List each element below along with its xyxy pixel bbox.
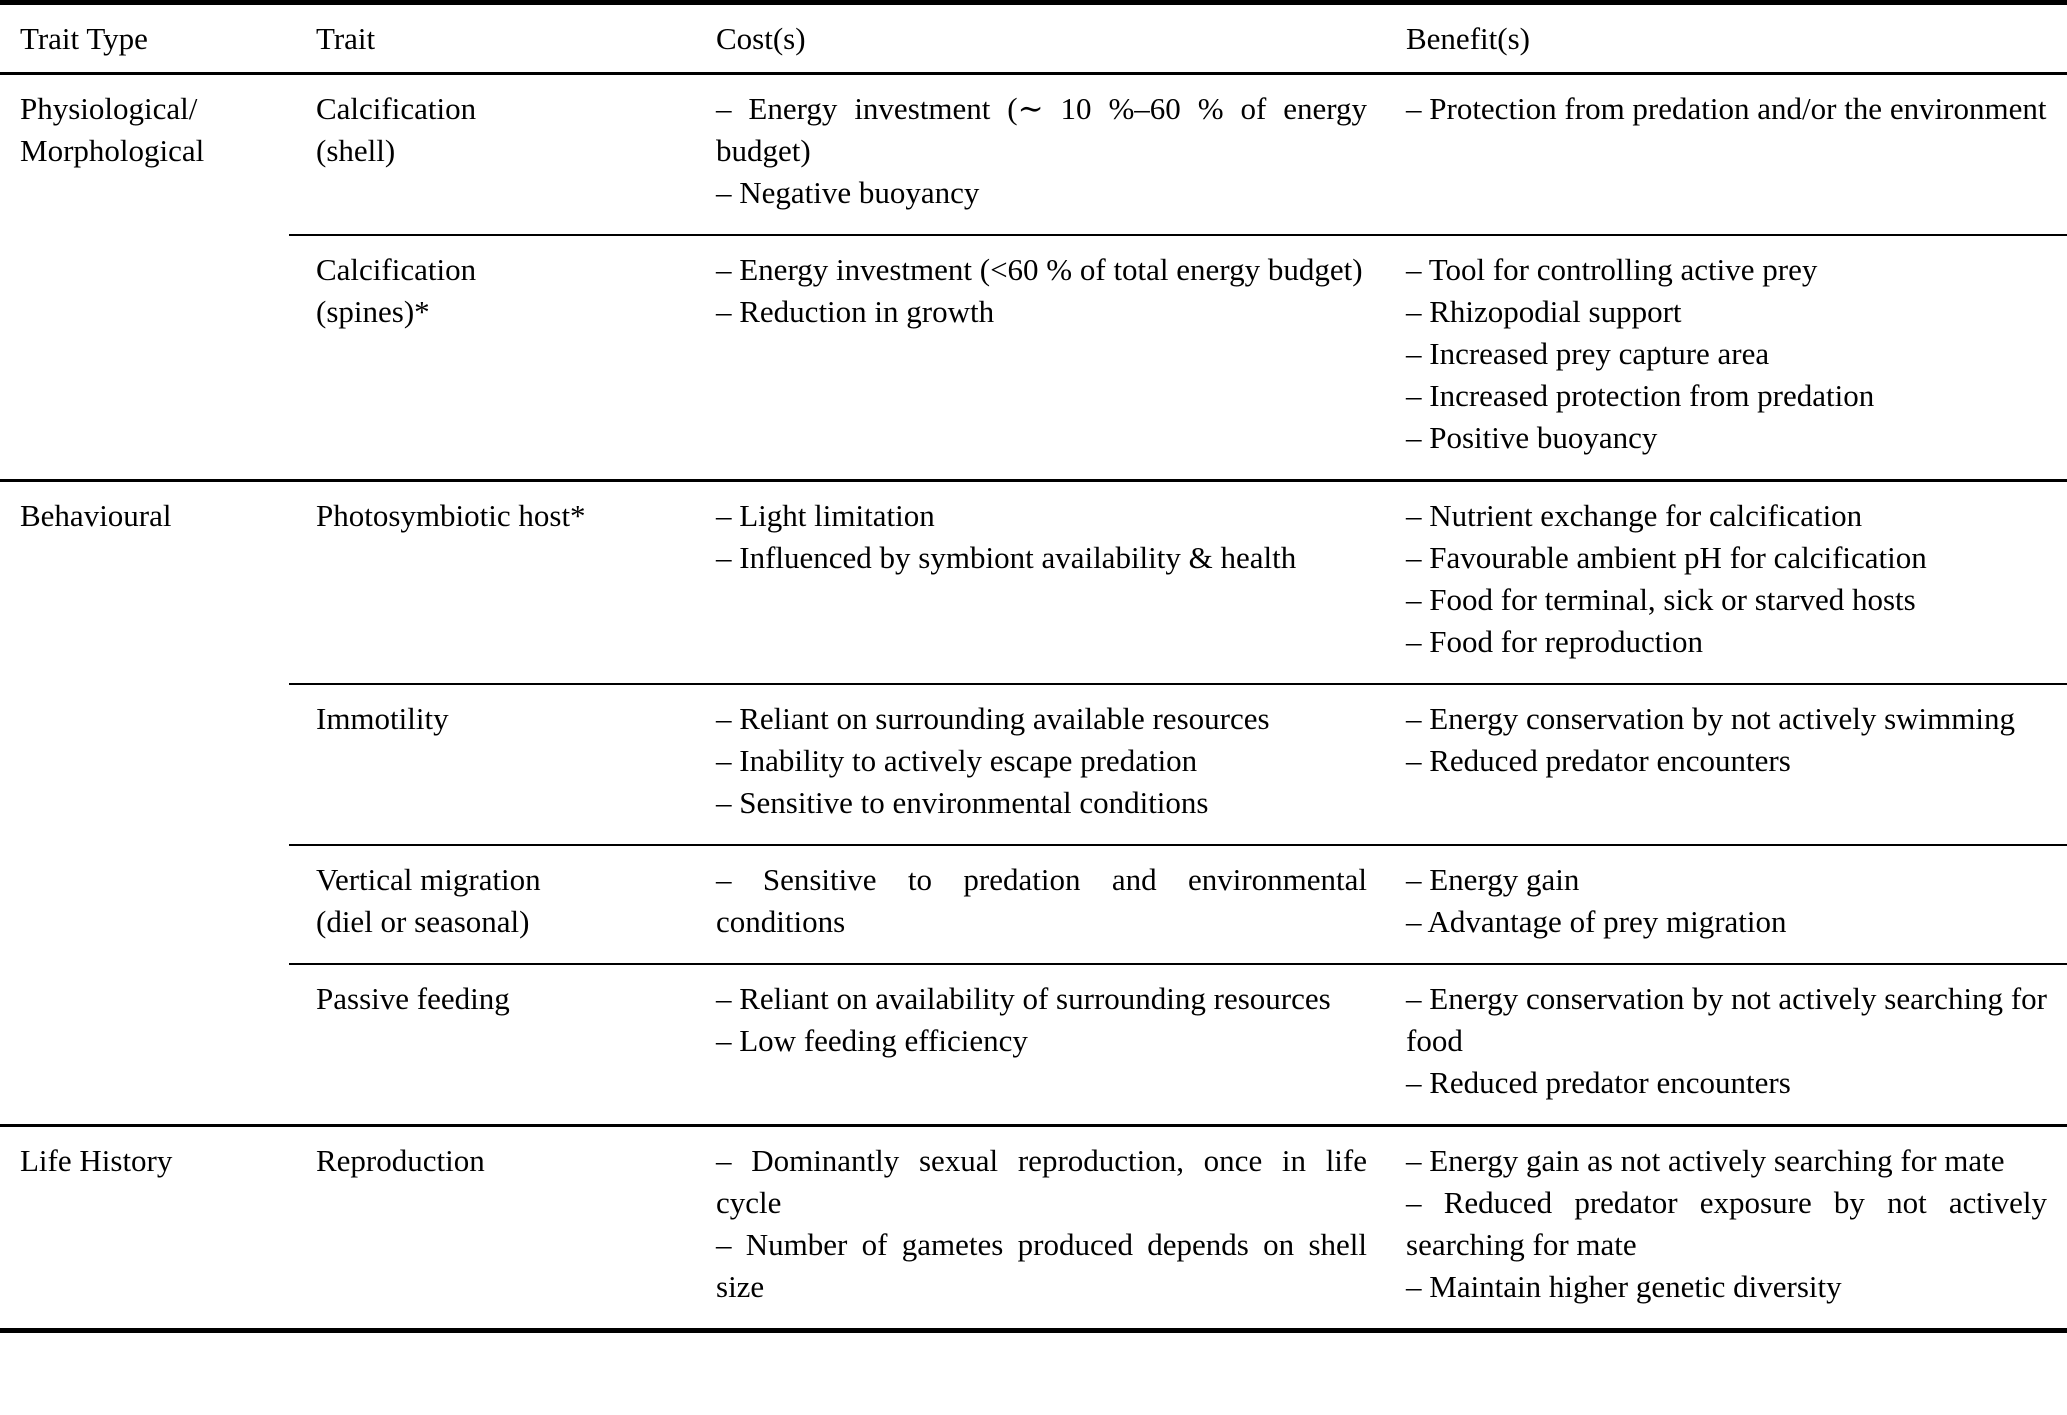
- trait-type-cell: [0, 1126, 289, 1331]
- table-row: [0, 235, 2067, 481]
- trait-line: Calcification: [316, 252, 477, 287]
- trait-type-line: Morphological: [20, 133, 205, 168]
- column-header-trait-type: Trait Type: [0, 3, 289, 74]
- trait-type-cell: [0, 481, 289, 1126]
- cost-item: – Low feeding efficiency: [716, 1023, 1028, 1058]
- cost-item: – Reduction in growth: [716, 294, 995, 329]
- cost-item: – Influenced by symbiont availability & health: [716, 540, 1297, 575]
- trait-line: Reproduction: [316, 1143, 485, 1178]
- cost-item: – Sensitive to environmental conditions: [716, 785, 1209, 820]
- trait-line: (shell): [316, 133, 396, 168]
- table-row: [0, 964, 2067, 1126]
- benefit-item: – Reduced predator exposure by not actively searching for mate: [1406, 1185, 2047, 1262]
- costs-cell: [689, 845, 1379, 964]
- benefits-cell: [1379, 235, 2067, 481]
- benefit-item: – Nutrient exchange for calcification: [1406, 498, 1863, 533]
- trait-cell: [289, 845, 689, 964]
- benefit-item: – Favourable ambient pH for calcification: [1406, 540, 1927, 575]
- trait-line: Passive feeding: [316, 981, 510, 1016]
- costs-cell: [689, 964, 1379, 1126]
- table-row: [0, 74, 2067, 236]
- cost-item: – Reliant on availability of surrounding resources: [716, 981, 1331, 1016]
- trait-cell: [289, 74, 689, 236]
- cost-item: – Number of gametes produced depends on shell size: [716, 1227, 1367, 1304]
- cost-item: – Inability to actively escape predation: [716, 743, 1198, 778]
- cost-item: – Negative buoyancy: [716, 175, 980, 210]
- table-row: [0, 845, 2067, 964]
- benefit-item: – Energy gain: [1406, 862, 1580, 897]
- header-row: [0, 3, 2067, 74]
- trait-cell: [289, 1126, 689, 1331]
- trait-line: Calcification: [316, 91, 477, 126]
- cost-item: – Energy investment (∼ 10 %–60 % of energy budget): [716, 91, 1367, 168]
- benefit-item: – Energy conservation by not actively searching for food: [1406, 981, 2047, 1058]
- benefits-cell: [1379, 481, 2067, 685]
- trait-type-line: Physiological/: [20, 91, 198, 126]
- benefit-item: – Maintain higher genetic diversity: [1406, 1269, 1842, 1304]
- trait-type-cell: [0, 74, 289, 481]
- trait-cell: [289, 235, 689, 481]
- table-row: [0, 481, 2067, 685]
- benefits-cell: [1379, 684, 2067, 845]
- trait-line: Vertical migration: [316, 862, 541, 897]
- benefit-item: – Reduced predator encounters: [1406, 743, 1791, 778]
- benefits-cell: [1379, 74, 2067, 236]
- trait-line: (diel or seasonal): [316, 904, 530, 939]
- cost-item: – Energy investment (<60 % of total energy budget): [716, 252, 1363, 287]
- column-header-benefits: Benefit(s): [1379, 3, 2067, 74]
- table-row: [0, 684, 2067, 845]
- benefit-item: – Positive buoyancy: [1406, 420, 1658, 455]
- trait-line: (spines)*: [316, 294, 430, 329]
- benefits-cell: [1379, 1126, 2067, 1331]
- trait-line: Photosymbiotic host*: [316, 498, 586, 533]
- costs-cell: [689, 684, 1379, 845]
- benefits-cell: [1379, 845, 2067, 964]
- benefit-item: – Energy conservation by not actively swimming: [1406, 701, 2015, 736]
- benefit-item: – Protection from predation and/or the environment: [1406, 91, 2047, 126]
- benefits-cell: [1379, 964, 2067, 1126]
- costs-cell: [689, 481, 1379, 685]
- cost-item: – Light limitation: [716, 498, 935, 533]
- benefit-item: – Advantage of prey migration: [1406, 904, 1787, 939]
- trait-cell: [289, 684, 689, 845]
- benefit-item: – Reduced predator encounters: [1406, 1065, 1791, 1100]
- costs-cell: [689, 74, 1379, 236]
- benefit-item: – Energy gain as not actively searching for mate: [1406, 1143, 2005, 1178]
- benefit-item: – Food for reproduction: [1406, 624, 1704, 659]
- trait-type-line: Behavioural: [20, 498, 172, 533]
- costs-cell: [689, 235, 1379, 481]
- cost-item: – Dominantly sexual reproduction, once in life cycle: [716, 1143, 1367, 1220]
- cost-item: – Sensitive to predation and environmental conditions: [716, 862, 1367, 939]
- benefit-item: – Food for terminal, sick or starved hosts: [1406, 582, 1916, 617]
- benefit-item: – Rhizopodial support: [1406, 294, 1682, 329]
- benefit-item: – Tool for controlling active prey: [1406, 252, 1818, 287]
- column-header-trait: Trait: [289, 3, 689, 74]
- trait-line: Immotility: [316, 701, 449, 736]
- trait-cell: [289, 481, 689, 685]
- benefit-item: – Increased prey capture area: [1406, 336, 1770, 371]
- cost-item: – Reliant on surrounding available resources: [716, 701, 1270, 736]
- trait-cell: [289, 964, 689, 1126]
- trait-type-line: Life History: [20, 1143, 173, 1178]
- costs-cell: [689, 1126, 1379, 1331]
- table-row: [0, 1126, 2067, 1331]
- column-header-costs: Cost(s): [689, 3, 1379, 74]
- benefit-item: – Increased protection from predation: [1406, 378, 1875, 413]
